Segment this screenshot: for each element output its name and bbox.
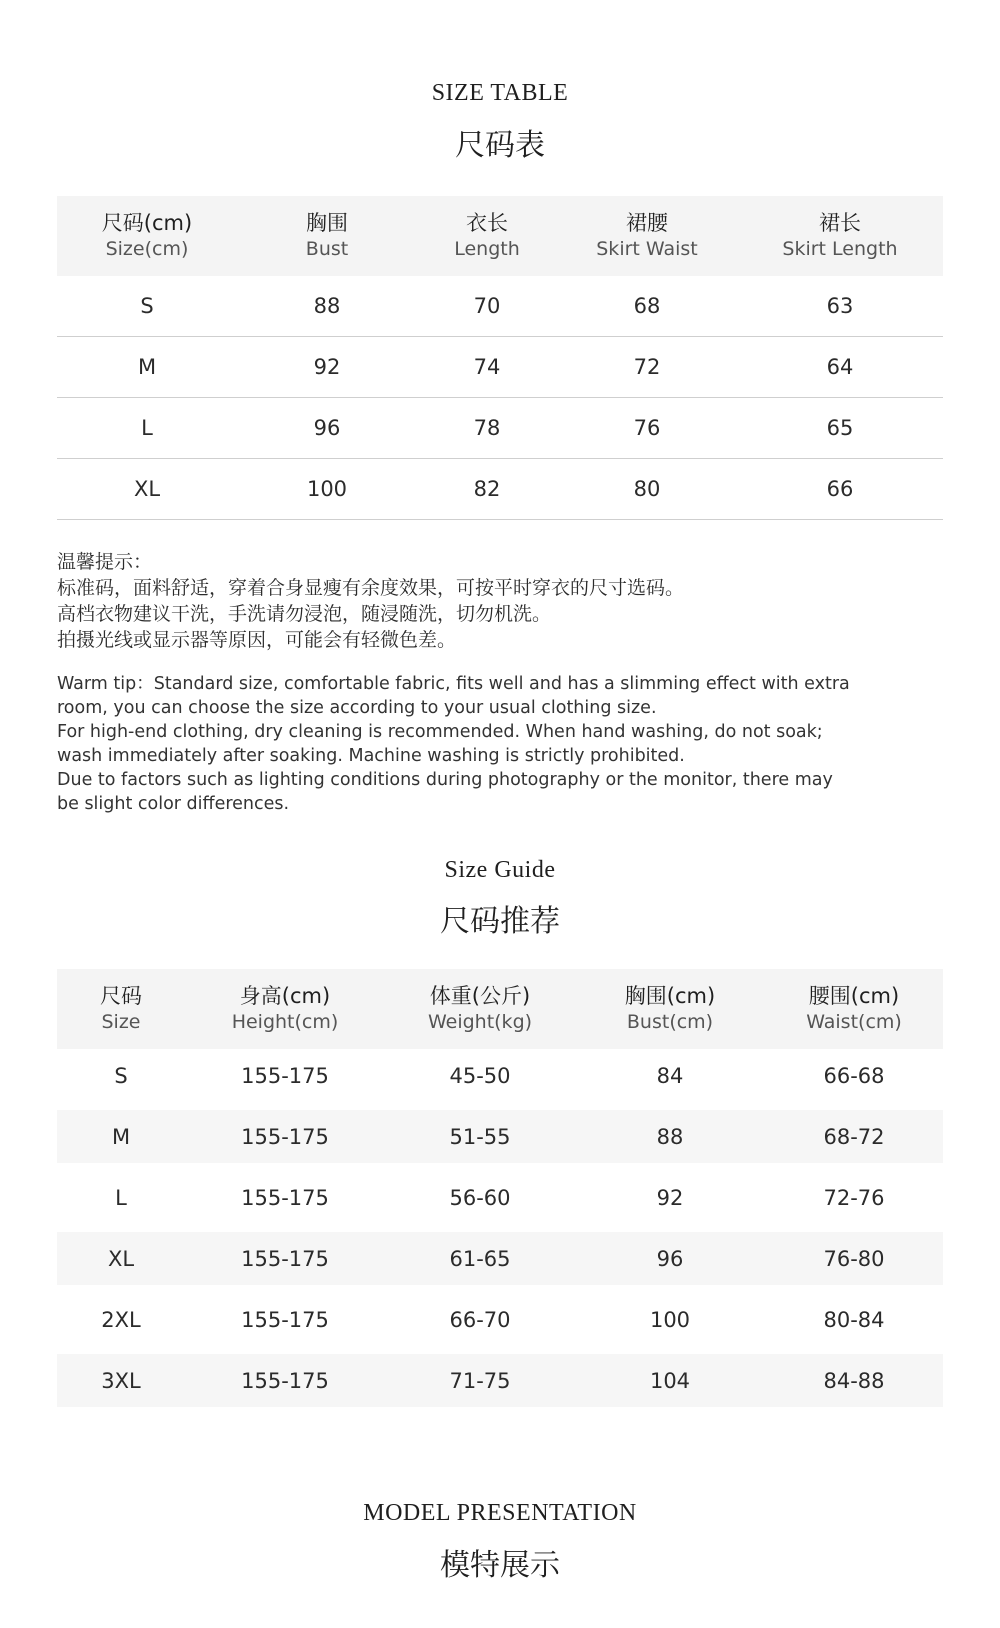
size-guide-table xyxy=(57,969,943,1407)
cell-size: M xyxy=(57,337,237,398)
cell-bust: 88 xyxy=(575,1110,765,1163)
cell-skirt-waist: 68 xyxy=(557,276,737,337)
cell-skirt-waist: 80 xyxy=(557,459,737,520)
cell-height: 155-175 xyxy=(185,1110,385,1163)
row-gap-cell xyxy=(57,1163,943,1171)
cell-weight: 61-65 xyxy=(385,1232,575,1285)
cell-size: M xyxy=(57,1110,185,1163)
header-size xyxy=(57,196,237,276)
header-en: Weight(kg) xyxy=(427,1011,533,1033)
row-gap-cell xyxy=(57,1285,943,1293)
cell-bust: 88 xyxy=(237,276,417,337)
header-cn: 胸围 xyxy=(306,211,348,235)
size-guide-title-cn: 尺码推荐 xyxy=(440,904,560,939)
header-waist xyxy=(765,969,943,1049)
cell-waist: 76-80 xyxy=(765,1232,943,1285)
tips-en-line: Due to factors such as lighting conditions during photography or the monitor, there may be slight color differences. xyxy=(57,770,833,814)
cell-height: 155-175 xyxy=(241,1307,329,1332)
header-cn: 尺码 xyxy=(100,984,142,1008)
cell-skirt-length: 66 xyxy=(737,459,943,520)
tips-en-line: Warm tip：Standard size, comfortable fabric, fits well and has a slimming effect with extra room, you can choose the size according to your usual clothing size. xyxy=(57,674,850,718)
cell-height: 155-175 xyxy=(185,1354,385,1407)
header-en: Bust xyxy=(305,238,349,260)
table-row xyxy=(57,276,943,337)
cell-size: S xyxy=(57,276,237,337)
header-en: Skirt Length xyxy=(782,238,898,260)
header-cn: 胸围(cm) xyxy=(624,984,716,1008)
header-en: Bust(cm) xyxy=(626,1011,714,1033)
cell-weight: 51-55 xyxy=(385,1110,575,1163)
header-size xyxy=(57,969,185,1049)
size-guide-header-row xyxy=(57,969,943,1049)
cell-bust: 100 xyxy=(649,1307,691,1332)
cell-size: 3XL xyxy=(57,1354,185,1407)
cell-weight: 66-70 xyxy=(449,1307,511,1332)
cell-bust: 96 xyxy=(575,1232,765,1285)
table-row xyxy=(57,1354,943,1407)
cell-length: 82 xyxy=(417,459,557,520)
header-cn: 裙长 xyxy=(819,211,861,235)
cell-waist: 68-72 xyxy=(765,1110,943,1163)
cell-length: 70 xyxy=(417,276,557,337)
header-en: Skirt Waist xyxy=(596,238,698,260)
tips-cn-line: 标准码，面料舒适，穿着合身显瘦有余度效果，可按平时穿衣的尺寸选码。 xyxy=(57,577,685,599)
cell-waist: 80-84 xyxy=(823,1307,885,1332)
header-en: Waist(cm) xyxy=(806,1011,902,1033)
cell-bust: 92 xyxy=(656,1185,684,1210)
tips-en-line: For high-end clothing, dry cleaning is recommended. When hand washing, do not soak; wash immediately after soaking. Machine washing is strictly prohibited. xyxy=(57,722,823,766)
table-row xyxy=(57,459,943,520)
cell-skirt-waist: 76 xyxy=(557,398,737,459)
size-table-header-row xyxy=(57,196,943,276)
table-row xyxy=(57,1232,943,1285)
cell-bust: 104 xyxy=(575,1354,765,1407)
cell-length: 78 xyxy=(417,398,557,459)
row-gap-cell xyxy=(57,1224,943,1232)
header-skirt-length xyxy=(737,196,943,276)
header-en: Size xyxy=(101,1011,141,1033)
header-en: Size(cm) xyxy=(105,238,189,260)
header-cn: 裙腰 xyxy=(626,211,668,235)
cell-size: XL xyxy=(57,1232,185,1285)
cell-weight: 71-75 xyxy=(385,1354,575,1407)
row-gap-cell xyxy=(57,1346,943,1354)
table-row xyxy=(57,1049,943,1102)
cell-waist: 72-76 xyxy=(823,1185,885,1210)
row-gap-cell xyxy=(57,1102,943,1110)
header-en: Height(cm) xyxy=(231,1011,339,1033)
cell-skirt-waist: 72 xyxy=(557,337,737,398)
tips-cn-line: 拍摄光线或显示器等原因，可能会有轻微色差。 xyxy=(57,629,457,651)
header-cn: 尺码(cm) xyxy=(101,211,193,235)
header-length xyxy=(417,196,557,276)
size-table-title-cn: 尺码表 xyxy=(455,128,545,163)
tips-en xyxy=(57,672,857,816)
table-row xyxy=(57,1110,943,1163)
cell-height: 155-175 xyxy=(241,1063,329,1088)
cell-weight: 45-50 xyxy=(449,1063,511,1088)
cell-bust: 92 xyxy=(237,337,417,398)
tips-cn-line: 高档衣物建议干洗，手洗请勿浸泡，随浸随洗，切勿机洗。 xyxy=(57,603,552,625)
size-table xyxy=(57,196,943,520)
header-weight xyxy=(385,969,575,1049)
cell-size: XL xyxy=(57,459,237,520)
table-row xyxy=(57,1293,943,1346)
cell-skirt-length: 63 xyxy=(737,276,943,337)
header-en: Length xyxy=(454,238,520,260)
cell-size: L xyxy=(115,1185,127,1210)
cell-size: S xyxy=(114,1063,128,1088)
cell-bust: 84 xyxy=(656,1063,684,1088)
cell-waist: 66-68 xyxy=(823,1063,885,1088)
header-cn: 腰围(cm) xyxy=(808,984,900,1008)
cell-skirt-length: 64 xyxy=(737,337,943,398)
header-bust xyxy=(575,969,765,1049)
tips-cn xyxy=(57,549,937,653)
header-skirt-waist xyxy=(557,196,737,276)
cell-bust: 100 xyxy=(237,459,417,520)
row-gap xyxy=(57,1102,943,1110)
model-title-en: MODEL PRESENTATION xyxy=(363,1500,637,1526)
cell-size: 2XL xyxy=(101,1307,141,1332)
table-row xyxy=(57,398,943,459)
header-bust xyxy=(237,196,417,276)
header-cn: 衣长 xyxy=(466,211,508,235)
row-gap xyxy=(57,1285,943,1293)
cell-skirt-length: 65 xyxy=(737,398,943,459)
row-gap xyxy=(57,1346,943,1354)
cell-waist: 84-88 xyxy=(765,1354,943,1407)
size-guide-title-en: Size Guide xyxy=(444,857,556,883)
cell-height: 155-175 xyxy=(241,1185,329,1210)
cell-weight: 56-60 xyxy=(449,1185,511,1210)
header-cn: 身高(cm) xyxy=(239,984,331,1008)
cell-height: 155-175 xyxy=(185,1232,385,1285)
cell-size: L xyxy=(57,398,237,459)
cell-bust: 96 xyxy=(237,398,417,459)
table-row xyxy=(57,1171,943,1224)
cell-length: 74 xyxy=(417,337,557,398)
table-row xyxy=(57,337,943,398)
header-height xyxy=(185,969,385,1049)
tips-cn-title: 温馨提示： xyxy=(57,551,153,573)
model-title-cn: 模特展示 xyxy=(440,1548,560,1583)
row-gap xyxy=(57,1163,943,1171)
size-table-title-en: SIZE TABLE xyxy=(431,80,569,106)
row-gap xyxy=(57,1224,943,1232)
header-cn: 体重(公斤) xyxy=(429,984,531,1008)
